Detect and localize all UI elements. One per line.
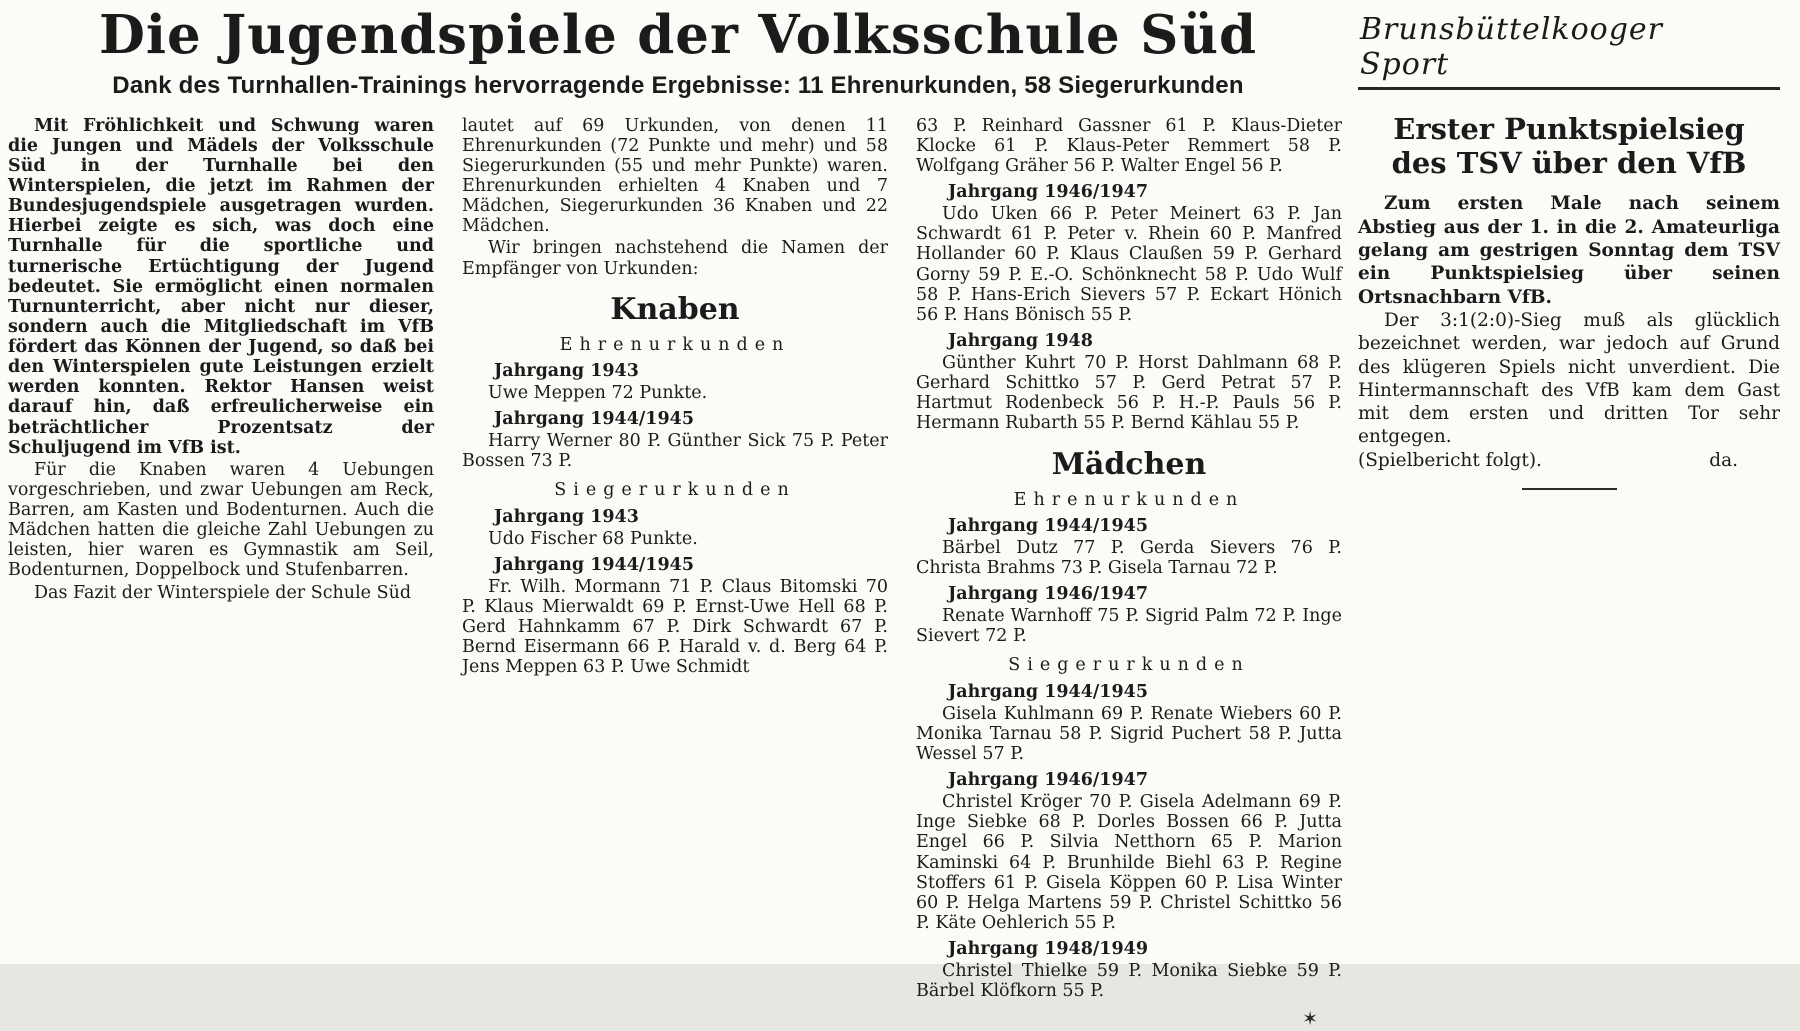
jahrgang-label: Jahrgang 1948/1949 — [948, 939, 1148, 960]
sport-note: (Spielbericht folgt). — [1358, 449, 1542, 471]
section-title-maedchen: Mädchen — [1051, 446, 1207, 482]
sport-paragraph: Der 3:1(2:0)-Sieg muß als glücklich bezeichnet werden, war jedoch auf Grund des klügeren Spiels nicht unverdient. Die Hintermannschaft des VfB kam dem Gast mit dem ersten und dritten Tor sehr entgegen. — [1358, 309, 1780, 448]
divider-star-icon: ✶ — [1302, 1008, 1318, 1031]
jahrgang-label: Jahrgang 1944/1945 — [948, 681, 1148, 702]
jahrgang-label: Jahrgang 1946/1947 — [948, 182, 1148, 203]
names-list: Renate Warnhoff 75 P. Sigrid Palm 72 P. Inge Sievert 72 P. — [916, 606, 1342, 647]
sport-headline — [1358, 112, 1780, 180]
names-list: Udo Uken 66 P. Peter Meinert 63 P. Jan Schwardt 61 P. Peter v. Rhein 60 P. Manfred Hollander 60 P. Klaus Claußen 59 P. Gerhard Gorny 59 P. E.-O. Schönknecht 58 P. Udo Wulf 58 P. Hans-Erich Sievers 57 P. Eckart Hönich 56 P. Hans Bönisch 55 P. — [916, 204, 1342, 325]
sport-lead-paragraph: Zum ersten Male nach seinem Abstieg aus der 1. in die 2. Amateurliga gelang am gestrigen Sonntag dem TSV ein Punktspielsieg über seinen Ortsnachbarn VfB. — [1358, 193, 1780, 308]
names-list: Uwe Meppen 72 Punkte. — [488, 382, 708, 403]
article-column-2 — [462, 116, 888, 1031]
article-column-3 — [916, 116, 1342, 1031]
jugendspiele-article — [8, 4, 1348, 1031]
names-list: Bärbel Dutz 77 P. Gerda Sievers 76 P. Christa Brahms 73 P. Gisela Tarnau 72 P. — [916, 537, 1342, 578]
section-title-knaben: Knaben — [610, 291, 740, 327]
paragraph: Wir bringen nachstehend die Namen der Empfänger von Urkunden: — [462, 238, 888, 279]
sport-kicker: Brunsbüttelkooger Sport — [1358, 12, 1780, 90]
jahrgang-label: Jahrgang 1948 — [948, 330, 1093, 351]
jahrgang-label: Jahrgang 1946/1947 — [948, 584, 1148, 605]
sport-section — [1358, 12, 1780, 490]
jahrgang-label: Jahrgang 1944/1945 — [494, 554, 694, 575]
sport-headline-line2: des TSV über den VfB — [1391, 146, 1747, 181]
end-rule — [1522, 488, 1617, 490]
paragraph: Für die Knaben waren 4 Uebungen vorgeschrieben, und zwar Uebungen am Reck, Barren, am Kasten und Bodenturnen. Auch die Mädchen hatten die gleiche Zahl Uebungen zu leisten, hier waren es Gymnastik am Seil, Bodenturnen, Doppelbock und Stufenbarren. — [8, 459, 434, 581]
names-list: Günther Kuhrt 70 P. Horst Dahlmann 68 P. Gerhard Schittko 57 P. Gerd Petrat 57 P. Hartmut Rodenbeck 56 P. H.-P. Pauls 56 P. Hermann Rubarth 55 P. Bernd Kählau 55 P. — [916, 353, 1342, 434]
cert-subhead-siegerurkunden: Siegerurkunden — [554, 480, 796, 501]
paragraph: Das Fazit der Winterspiele der Schule Süd — [34, 582, 412, 603]
article-subheadline: Dank des Turnhallen-Trainings hervorragende Ergebnisse: 11 Ehrenurkunden, 58 Siegerurkunden — [112, 71, 1244, 99]
names-list: Christel Kröger 70 P. Gisela Adelmann 69 P. Inge Siebke 68 P. Dorles Bossen 66 P. Jutta Engel 66 P. Silvia Netthorn 65 P. Marion Kaminski 64 P. Brunhilde Biehl 63 P. Regine Stoffers 61 P. Gisela Köppen 60 P. Lisa Winter 60 P. Helga Martens 59 P. Christel Schittko 56 P. Käte Oehlerich 55 P. — [916, 792, 1342, 933]
cert-subhead-ehrenurkunden: Ehrenurkunden — [1013, 489, 1245, 510]
sport-byline: da. — [1709, 449, 1738, 471]
names-list: Harry Werner 80 P. Günther Sick 75 P. Peter Bossen 73 P. — [462, 431, 888, 472]
jahrgang-label: Jahrgang 1946/1947 — [948, 770, 1148, 791]
names-list: Udo Fischer 68 Punkte. — [488, 528, 698, 549]
names-list: Christel Thielke 59 P. Monika Siebke 59 P. Bärbel Klöfkorn 55 P. — [916, 961, 1342, 1002]
lead-paragraph: Mit Fröhlichkeit und Schwung waren die Jungen und Mädels der Volksschule Süd in der Turnhalle bei den Winterspielen, die jetzt im Rahmen der Bundesjugendspiele ausgetragen wurden. Hierbei zeigte es sich, was doch eine Turnhalle für die sportliche und turnerische Ertüchtigung der Jugend bedeutet. Sie ermöglicht einen normalen Turnunterricht, aber nicht nur dieser, sondern auch die Mitgliedschaft im VfB fördert das Können der Jugend, so daß bei den Winterspielen gute Leistungen erzielt werden konnten. Rektor Hansen weist darauf hin, daß erfreulicherweise ein beträchtlicher Prozentsatz der Schuljugend im VfB ist. — [8, 115, 434, 458]
jahrgang-label: Jahrgang 1943 — [494, 360, 639, 381]
article-columns — [8, 116, 1348, 1031]
sport-signoff-row — [1358, 449, 1780, 472]
names-list: Fr. Wilh. Mormann 71 P. Claus Bitomski 70 P. Klaus Mierwaldt 69 P. Ernst-Uwe Hell 68 P. Gerd Hahnkamm 67 P. Dirk Schwardt 67 P. Bernd Eisermann 66 P. Harald v. d. Berg 64 P. Jens Meppen 63 P. Uwe Schmidt — [462, 576, 888, 678]
cert-subhead-ehrenurkunden: Ehrenurkunden — [559, 334, 791, 355]
jahrgang-label: Jahrgang 1944/1945 — [948, 515, 1148, 536]
cert-subhead-siegerurkunden: Siegerurkunden — [1008, 655, 1250, 676]
names-list: Gisela Kuhlmann 69 P. Renate Wiebers 60 P. Monika Tarnau 58 P. Sigrid Puchert 58 P. Jutta Wessel 57 P. — [916, 703, 1342, 764]
article-column-1 — [8, 116, 434, 1031]
jahrgang-label: Jahrgang 1944/1945 — [494, 409, 694, 430]
sport-headline-line1: Erster Punktspielsieg — [1393, 112, 1745, 146]
paragraph-continuation: lautet auf 69 Urkunden, von denen 11 Ehrenurkunden (72 Punkte und mehr) und 58 Siegerurkunden (55 und mehr Punkte) waren. Ehrenurkunden erhielten 4 Knaben und 7 Mädchen, Siegerurkunden 36 Knaben und 22 Mädchen. — [462, 115, 888, 237]
jahrgang-label: Jahrgang 1943 — [494, 506, 639, 527]
article-headline: Die Jugendspiele der Volksschule Süd — [98, 4, 1258, 66]
names-list-continuation: 63 P. Reinhard Gassner 61 P. Klaus-Dieter Klocke 61 P. Klaus-Peter Remmert 58 P. Wolfgang Gräher 56 P. Walter Engel 56 P. — [916, 115, 1342, 176]
